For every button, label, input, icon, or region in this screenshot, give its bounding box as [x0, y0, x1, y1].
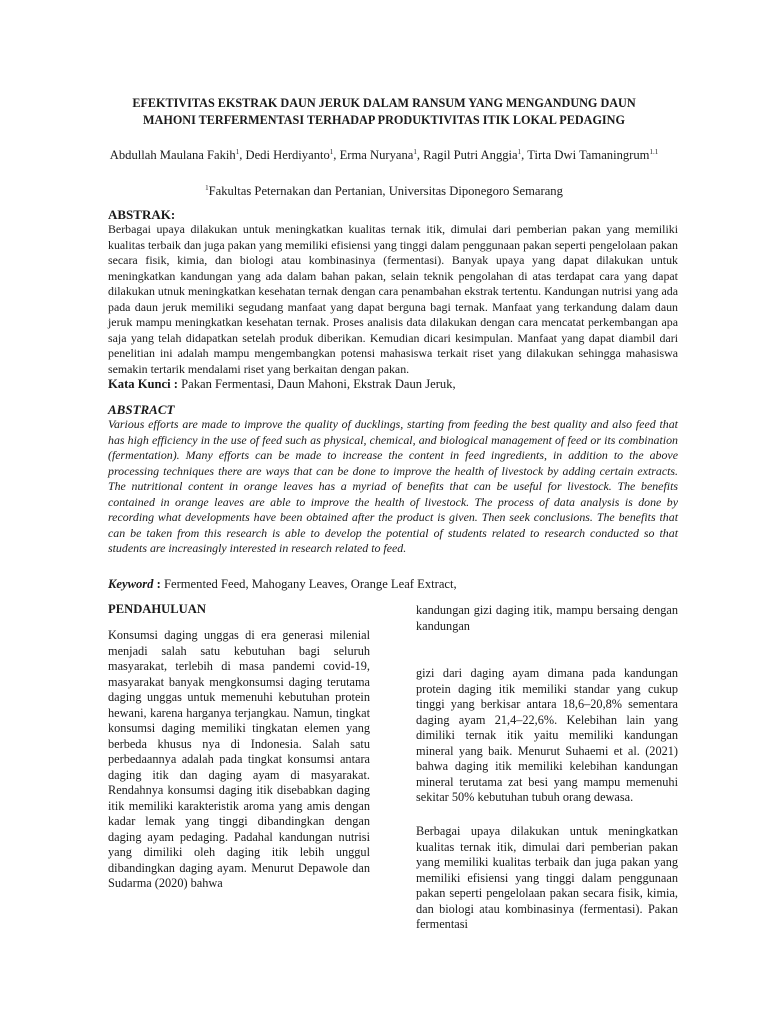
- abstrak-heading: ABSTRAK:: [108, 207, 176, 222]
- intro-left-column: Konsumsi daging unggas di era generasi milenial menjadi salah satu kebutuhan bagi seluruh masyarakat, terlebih di masa pandemi covid-19, masyarakat banyak mengkonsumsi daging terutama daging unggas untuk memenuhi kebutuhan protein hewani, karena harganya terjangkau. Namun, tingkat konsumsi daging memiliki tingkatan elemen yang berbeda khusus nya di Indonesia. Salah satu perbedaannya adalah pada tingkat konsumsi antara daging itik dan daging ayam di masyarakat. Rendahnya konsumsi daging itik disebabkan daging itik memiliki karakteristik aroma yang amis dengan kadar lemak yang tinggi dibandingkan dengan daging ayam pedaging. Padahal kandungan nutrisi yang dimiliki oleh daging itik lebih unggul dibandingkan daging ayam. Menurut Depawole dan Sudarma (2020) bahwa: [108, 628, 370, 890]
- keyword-label: Keyword: [108, 577, 154, 591]
- paper-title: EFEKTIVITAS EKSTRAK DAUN JERUK DALAM RANSUM YANG MENGANDUNG DAUN MAHONI TERFERMENTASI TERHADAP PRODUKTIVITAS ITIK LOKAL PEDAGING: [132, 96, 636, 127]
- intro-right-column-paragraph-2: Berbagai upaya dilakukan untuk meningkatkan kualitas ternak itik, dimulai dari pemberian pakan yang memiliki kualitas terbaik dan juga pakan yang memiliki efisiensi yang tinggi dalam penggunaan pakan seperti pengelolaan pakan secara fisik, kimia, dan biologi atau kombinasinya (fermentasi). Pakan fermentasi: [416, 824, 678, 931]
- abstract-heading: ABSTRACT: [108, 402, 175, 417]
- intro-right-column-paragraph: gizi dari daging ayam dimana pada kandungan protein daging itik memiliki standar yang cukup tinggi yang berkisar antara 18,6–20,8% sementara daging ayam 21,4–22,6%. Kelebihan lain yang dimiliki ternak itik yaitu memiliki kandungan mineral yang baik. Menurut Suhaemi et al. (2021) bahwa daging itik memiliki kelebihan kandungan mineral terutama zat besi yang mampu memenuhi sekitar 50% kebutuhan tubuh orang dewasa.: [416, 666, 678, 804]
- section-heading-pendahuluan: PENDAHULUAN: [108, 602, 206, 616]
- kata-kunci-text: Pakan Fermentasi, Daun Mahoni, Ekstrak Daun Jeruk,: [177, 377, 456, 391]
- abstract-body: Various efforts are made to improve the quality of ducklings, starting from feeding the best quality and also feed that has high efficiency in the use of feed such as physical, chemical, and biological management of feed or its combination (fermentation). Many efforts can be made to increase the content in feed ingredients, in addition to the above processing techniques there are ways that can be done to improve the health of livestock by adding certain extracts. The nutritional content in orange leaves has a myriad of benefits that can be useful for livestock. The benefits contained in orange leaves are able to improve the health of livestock. The process of data analysis is done by recording what developments have been obtained after the product is given. Then seek conclusions. The benefits that can be taken from this research is able to develop the potential of students related to research conducted so that students are increasingly interested in research related to feed.: [108, 417, 678, 555]
- keyword-text: Fermented Feed, Mahogany Leaves, Orange Leaf Extract,: [160, 577, 457, 591]
- kata-kunci-label: Kata Kunci :: [108, 377, 178, 391]
- author-list: [108, 147, 660, 164]
- author-3: Erma Nuryana$^1$,: [339, 147, 424, 162]
- kata-kunci: [108, 376, 678, 392]
- author-2: Dedi Herdiyanto$^1$,: [245, 147, 340, 162]
- affiliation: $^1$Fakultas Peternakan dan Pertanian, Universitas Diponegoro Semarang: [205, 183, 563, 198]
- keyword: Keyword : Fermented Feed, Mahogany Leaves, Orange Leaf Extract,: [108, 577, 457, 591]
- author-5: Tirta Dwi Tamaningrum$^{1.1}$: [527, 147, 659, 162]
- intro-right-column-top: kandungan gizi daging itik, mampu bersaing dengan kandungan: [416, 603, 678, 633]
- author-4: Ragil Putri Anggia$^1$,: [423, 147, 528, 162]
- abstrak-body: Berbagai upaya dilakukan untuk meningkatkan kualitas ternak itik, dimulai dari pemberian pakan yang memiliki kualitas terbaik dan juga pakan yang memiliki efisiensi yang tinggi dalam penggunaan pakan seperti pengelolaan pakan secara fisik, kimia, dan biologi atau kombinasinya (fermentasi). Banyak upaya yang dapat dilakukan untuk meningkatkan kandungan yang ada dalam bahan pakan, selain teknik pengolahan di atas terdapat cara yang dapat dilakukan utnuk meningkatkan kesehatan ternak dengan cara penambahan ekstrak tertentu. Kandungan nutrisi yang ada pada daun jeruk memiliki segudang manfaat yang dapat berguna bagi ternak. Manfaat yang terkandung dalam daun jeruk mampu meningkatkan kesehatan ternak. Proses analisis data dilakukan dengan cara mencatat perkembangan apa saja yang telah didapatkan setelah produk diberikan. Kemudian dicari kesimpulan. Manfaat yang dapat diambil dari penelitian ini adalah mampu mengembangkan potensi mahasiswa terkait riset yang dilakukan sehingga mahasiswa semakin tertarik mendalami riset yang berkaitan dengan pakan.: [108, 222, 678, 376]
- author-1: Abdullah Maulana Fakih$^1$,: [109, 147, 246, 162]
